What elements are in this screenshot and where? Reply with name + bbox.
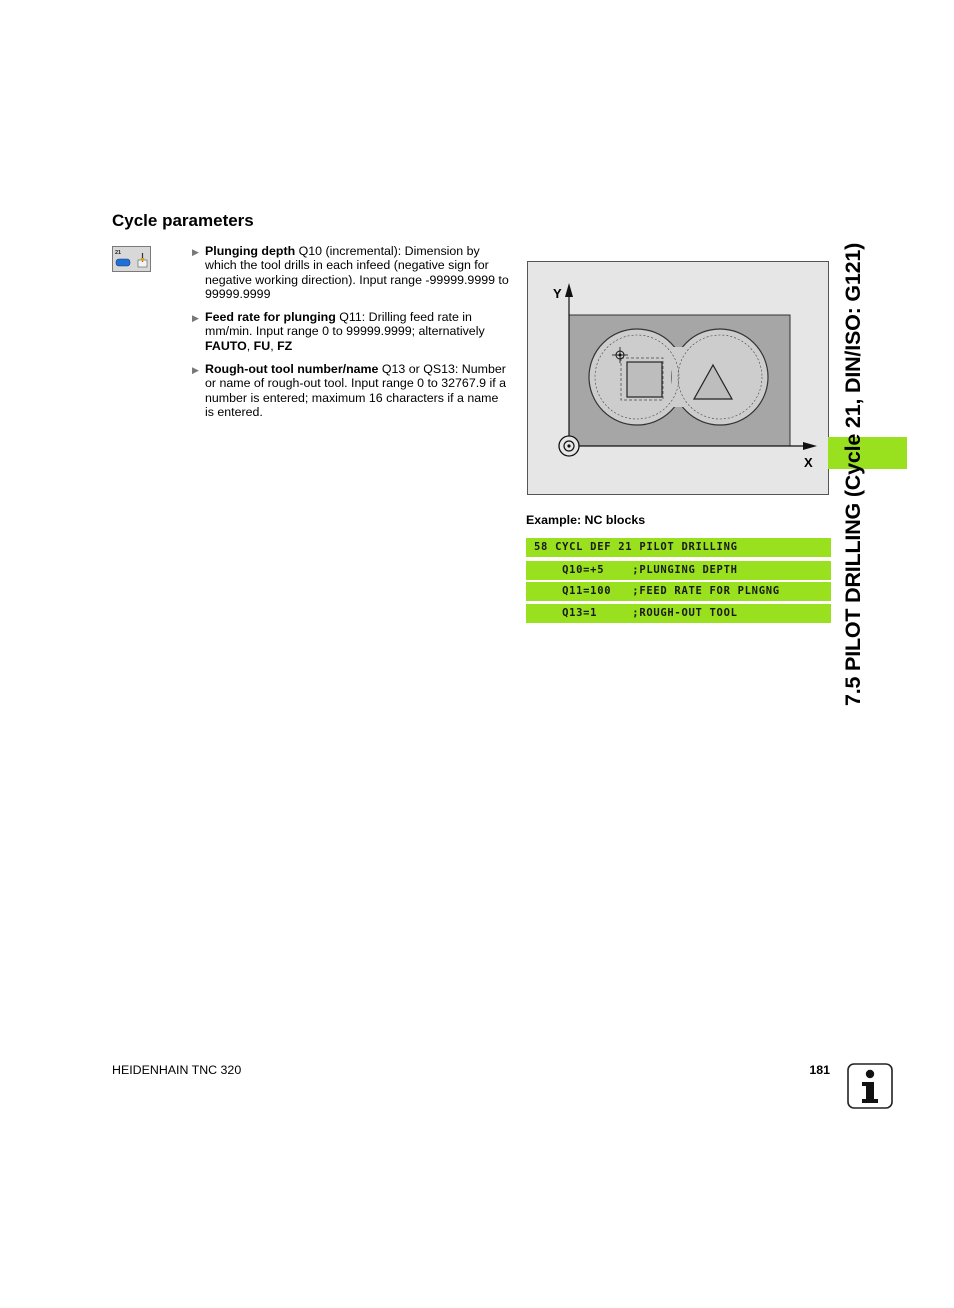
param-feed-rate-plunging	[192, 310, 510, 353]
param-description: Q10 (incremental): Dimension by which the tool drills in each infeed (negative sign for negative working direction). Input range -99999.9999 to 99999.9999	[205, 244, 509, 301]
chapter-section-title: 7.5 PILOT DRILLING (Cycle 21, DIN/ISO: G121)	[841, 242, 865, 706]
param-name: Rough-out tool number/name	[205, 362, 379, 377]
bullet-arrow-icon: ▶	[192, 313, 199, 324]
datum-origin-icon	[559, 436, 579, 456]
separator: ,	[246, 338, 254, 353]
param-description: Q11: Drilling feed rate in mm/min. Input range 0 to 99999.9999; alternatively	[205, 310, 485, 339]
page-number: 181	[809, 1063, 830, 1077]
section-heading: Cycle parameters	[112, 211, 254, 230]
y-axis-label: Y	[553, 286, 562, 301]
pilot-drilling-diagram	[527, 261, 829, 495]
nc-block-line: Q11=100 ;FEED RATE FOR PLNGNG	[526, 582, 831, 601]
nc-block-line: Q13=1 ;ROUGH-OUT TOOL	[526, 604, 831, 623]
bullet-arrow-icon: ▶	[192, 365, 199, 376]
param-description: Q13 or QS13: Number or name of rough-out tool. Input range 0 to 32767.9 if a number is entered; maximum 16 characters if a name is entered.	[205, 362, 507, 419]
bullet-arrow-icon: ▶	[192, 247, 199, 257]
param-name: Plunging depth	[205, 244, 296, 258]
param-plunging-depth	[192, 244, 510, 301]
option-fauto: FAUTO	[205, 338, 247, 353]
nc-block-line: Q10=+5 ;PLUNGING DEPTH	[526, 561, 831, 580]
cycle-21-softkey-icon	[112, 246, 151, 272]
icon-cycle-code: 21	[115, 250, 122, 256]
info-icon	[847, 1063, 893, 1109]
separator: ,	[270, 338, 278, 353]
example-heading: Example: NC blocks	[526, 513, 646, 527]
option-fz: FZ	[277, 338, 293, 353]
option-fu: FU	[253, 338, 271, 353]
param-name: Feed rate for plunging	[205, 310, 336, 325]
island-square	[627, 362, 662, 397]
parameter-list	[192, 244, 510, 428]
nc-block-line: 58 CYCL DEF 21 PILOT DRILLING	[526, 538, 831, 557]
footer-product-name: HEIDENHAIN TNC 320	[112, 1063, 242, 1077]
param-rough-out-tool	[192, 362, 510, 419]
x-axis-label: X	[804, 455, 813, 470]
